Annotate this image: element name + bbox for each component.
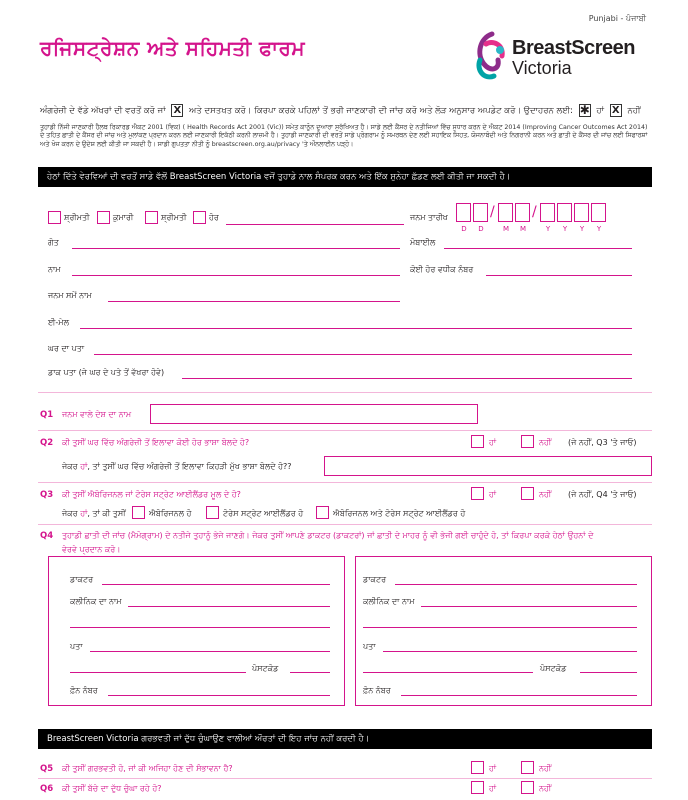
home-address-label: ਘਰ ਦਾ ਪਤਾ [48,344,85,353]
phone1-field[interactable] [108,695,330,696]
title-checkbox-mrs[interactable] [48,211,61,224]
title-label-miss: ਕੁਮਾਰੀ [113,213,134,222]
address2-field[interactable] [383,651,637,652]
page-title: ਰਜਿਸਟ੍ਰੇਸ਼ਨ ਅਤੇ ਸਹਿਮਤੀ ਫਾਰਮ [40,36,306,60]
example-filled-box: ✱ [579,103,590,117]
surname-label: ਗੋਤ [48,238,59,247]
postal-address-field[interactable] [182,378,632,379]
postcode1-field[interactable] [290,672,330,673]
q2-followup-text: , ਤਾਂ ਤੁਸੀਂ ਘਰ ਵਿੱਚ ਅੰਗਰੇਜ਼ੀ ਤੋਂ ਇਲਾਵਾ ਕਿਹੜੀ ਮੁੱਖ ਭਾਸ਼ਾ ਬੋਲਦੇ ਹੋ?? [87,462,292,471]
q6-yes-label: ਹਾਂ [489,784,497,793]
q3-tsi-checkbox[interactable] [206,506,219,519]
title-checkbox-other[interactable] [193,211,206,224]
dob-hint-m2: M [519,225,527,233]
section-divider [38,392,652,393]
q3-both-checkbox[interactable] [316,506,329,519]
doctor-panel-2 [355,556,652,706]
title-other-line[interactable] [226,224,404,225]
title-label-ms: ਸ਼੍ਰੀਮਤੀ [161,213,187,222]
q2-yes-label: ਹਾਂ [489,438,497,447]
instructions [40,104,641,117]
doctor2-field[interactable] [395,584,637,585]
dob-month-1[interactable] [498,203,513,222]
example-yes-label: ਹਾਂ [596,106,605,116]
dob-slash-1: / [490,204,495,220]
q3-aboriginal-label: ਐਬੋਰਿਜਨਲ ਹੋ [149,509,192,518]
logo-text-victoria: Victoria [512,58,572,78]
q6-number: Q6 [40,784,54,794]
q5-text: ਕੀ ਤੁਸੀਂ ਗਰਭਵਤੀ ਹੋ, ਜਾਂ ਕੀ ਅਜਿਹਾ ਹੋਣ ਦੀ ਸੰਭਾਵਨਾ ਹੈ? [62,764,233,773]
dob-year-2[interactable] [557,203,572,222]
mobile-field[interactable] [444,248,632,249]
instructions-part1: ਅੰਗਰੇਜ਼ੀ ਦੇ ਵੱਡੇ ਅੱਖਰਾਂ ਦੀ ਵਰਤੋਂ ਕਰੋ ਜਾਂ [40,106,166,116]
dob-year-1[interactable] [540,203,555,222]
dob-hint-m1: M [502,225,510,233]
dob-label: ਜਨਮ ਤਾਰੀਖ [410,213,448,222]
other-phone-label: ਕੋਈ ਹੋਰ ਵਧੀਕ ਨੰਬਰ [410,265,474,274]
q1-text: ਜਨਮ ਵਾਲੇ ਦੇਸ਼ ਦਾ ਨਾਮ [62,410,132,419]
address2-field-2[interactable] [363,672,533,673]
other-phone-field[interactable] [486,275,632,276]
q3-yes-checkbox[interactable] [471,487,484,500]
dob-slash-2: / [532,204,537,220]
q3-divider [38,524,652,525]
q3-followup [62,509,126,519]
postcode2-field[interactable] [580,672,637,673]
q2-yes-checkbox[interactable] [471,435,484,448]
breastscreen-logo-icon [470,30,512,82]
title-checkbox-ms[interactable] [145,211,158,224]
q3-both-label: ਐਬੋਰਿਜਨਲ ਅਤੇ ਟੋਰੇਸ ਸਟ੍ਰੇਟ ਆਈਲੈਂਡਰ ਹੋ [333,509,466,518]
q2-followup [62,462,291,472]
q4-line2: ਵੇਰਵੇ ਪ੍ਰਦਾਨ ਕਰੋ। [62,545,121,554]
birth-name-field[interactable] [108,301,400,302]
q5-yes-checkbox[interactable] [471,761,484,774]
q5-yes-label: ਹਾਂ [489,764,497,773]
q2-skip-note: (ਜੇ ਨਹੀਂ, Q3 'ਤੇ ਜਾਓ) [568,438,637,447]
address1-field-2[interactable] [70,672,246,673]
dob-year-4[interactable] [591,203,606,222]
q3-text: ਕੀ ਤੁਸੀਂ ਐਬੋਰਿਜਨਲ ਜਾਂ ਟੋਰੇਸ ਸਟ੍ਰੇਟ ਆਈਲੈਂਡਰ ਮੂਲ ਦੇ ਹੋ? [62,490,241,499]
q3-followup-yes: ਹਾਂ [80,509,88,518]
title-label-other: ਹੋਰ [209,213,219,222]
q3-number: Q3 [40,490,54,500]
q2-number: Q2 [40,438,54,448]
dob-hint-y2: Y [562,225,568,233]
email-label: ਈ-ਮੇਲ [48,318,69,327]
q6-yes-checkbox[interactable] [471,781,484,794]
clinic1-field-2[interactable] [70,627,330,628]
title-label-mrs: ਸ਼੍ਰੀਮਤੀ [64,213,90,222]
address2-label: ਪਤਾ [363,642,376,651]
clinic1-field[interactable] [128,606,330,607]
surname-field[interactable] [72,248,400,249]
q2-text: ਕੀ ਤੁਸੀਂ ਘਰ ਵਿੱਚ ਅੰਗਰੇਜ਼ੀ ਤੋਂ ਇਲਾਵਾ ਕੋਈ ਹੋਰ ਭਾਸ਼ਾ ਬੋਲਦੇ ਹੋ? [62,438,250,447]
dob-month-2[interactable] [515,203,530,222]
q1-country-input[interactable] [150,404,478,424]
q5-no-label: ਨਹੀਂ [539,764,552,773]
dob-year-3[interactable] [574,203,589,222]
clinic2-label: ਕਲੀਨਿਕ ਦਾ ਨਾਮ [363,597,415,606]
dob-day-1[interactable] [456,203,471,222]
pregnancy-banner: BreastScreen Victoria ਗਰਭਵਤੀ ਜਾਂ ਦੁੱਧ ਚੁੰਘਾਉਣ ਵਾਲੀਆਂ ਔਰਤਾਂ ਦੀ ਇਹ ਜਾਂਚ ਨਹੀਂ ਕਰਦੀ ਹੈ। [38,729,652,749]
q2-language-input[interactable] [324,456,652,476]
phone2-label: ਫ਼ੋਨ ਨੰਬਰ [363,686,391,695]
dob-hint-y1: Y [545,225,551,233]
doctor1-label: ਡਾਕਟਰ [70,575,94,584]
example-no-label: ਨਹੀਂ [627,106,641,116]
name-label: ਨਾਮ [48,265,61,274]
doctor1-field[interactable] [102,584,330,585]
clinic1-label: ਕਲੀਨਿਕ ਦਾ ਨਾਮ [70,597,122,606]
dob-day-2[interactable] [473,203,488,222]
dob-hint-d1: D [461,225,467,233]
instructions-part2: ਅਤੇ ਦਸਤਖਤ ਕਰੋ। ਕਿਰਪਾ ਕਰਕੇ ਪਹਿਲਾਂ ਤੋਂ ਭਰੀ ਜਾਣਕਾਰੀ ਦੀ ਜਾਂਚ ਕਰੋ ਅਤੇ ਲੋੜ ਅਨੁਸਾਰ ਅਪਡੇਟ ਕਰੋ। ਉਦਾਹਰਨ ਲਈ: [189,106,574,116]
name-field[interactable] [72,275,400,276]
q5-no-checkbox[interactable] [521,761,534,774]
q6-text: ਕੀ ਤੁਸੀਂ ਬੱਚੇ ਦਾ ਦੁੱਧ ਚੁੰਘਾ ਰਹੇ ਹੋ? [62,784,162,793]
q3-yes-label: ਹਾਂ [489,490,497,499]
dob-hint-d2: D [478,225,484,233]
q3-no-checkbox[interactable] [521,487,534,500]
example-no-box: X [610,104,622,117]
q5-divider [38,778,652,779]
q6-no-checkbox[interactable] [521,781,534,794]
q1-divider [38,430,652,431]
language-label: Punjabi - ਪੰਜਾਬੀ [588,14,646,23]
email-field[interactable] [80,328,632,329]
postcode1-label: ਪੋਸਟਕੋਡ [252,664,279,673]
dob-hint-y3: Y [579,225,585,233]
q3-skip-note: (ਜੇ ਨਹੀਂ, Q4 'ਤੇ ਜਾਓ) [568,490,637,499]
q3-followup-text: , ਤਾਂ ਕੀ ਤੁਸੀਂ [87,509,126,518]
q2-no-checkbox[interactable] [521,435,534,448]
postcode2-label: ਪੋਸਟਕੋਡ [540,664,567,673]
logo-text-breastscreen: BreastScreen [512,37,635,59]
q3-aboriginal-checkbox[interactable] [132,506,145,519]
q6-no-label: ਨਹੀਂ [539,784,552,793]
clinic2-field-2[interactable] [363,627,637,628]
title-checkbox-miss[interactable] [97,211,110,224]
address1-field[interactable] [90,651,330,652]
doctor2-label: ਡਾਕਟਰ [363,575,387,584]
birth-name-label: ਜਨਮ ਸਮੇਂ ਨਾਮ [48,291,92,300]
home-address-field[interactable] [94,354,632,355]
q1-number: Q1 [40,410,54,420]
q2-followup-prefix: ਜੇਕਰ [62,462,78,471]
postal-address-label: ਡਾਕ ਪਤਾ (ਜੇ ਘਰ ਦੇ ਪਤੇ ਤੋਂ ਵੱਖਰਾ ਹੋਵੇ) [48,368,165,377]
contact-banner: ਹੇਠਾਂ ਦਿੱਤੇ ਵੇਰਵਿਆਂ ਦੀ ਵਰਤੋਂ ਸਾਡੇ ਵੱਲੋਂ BreastScreen Victoria ਵਜੋਂ ਤੁਹਾਡੇ ਨਾਲ ਸੰਪਰਕ ਕਰਨ ਅਤੇ ਇੱਕ ਸੁਨੇਹਾ ਛੱਡਣ ਲਈ ਕੀਤੀ ਜਾ ਸਕਦੀ ਹੈ। [38,167,652,187]
q2-divider [38,482,652,483]
q3-no-label: ਨਹੀਂ [539,490,552,499]
phone1-label: ਫ਼ੋਨ ਨੰਬਰ [70,686,98,695]
q4-number: Q4 [40,531,54,541]
phone2-field[interactable] [401,695,637,696]
q4-line1: ਤੁਹਾਡੀ ਛਾਤੀ ਦੀ ਜਾਂਚ (ਮੈਮੋਗ੍ਰਾਮ) ਦੇ ਨਤੀਜੇ ਤੁਹਾਨੂੰ ਭੇਜੇ ਜਾਣਗੇ। ਜੇਕਰ ਤੁਸੀਂ ਆਪਣੇ ਡਾਕਟਰ (ਡਾਕਟਰਾਂ) ਜਾਂ ਛਾਤੀ ਦੇ ਮਾਹਰ ਨੂੰ ਵੀ ਭੇਜੀ ਗਈ ਚਾਹੁੰਦੇ ਹੋ, ਤਾਂ ਕਿਰਪਾ ਕਰਕੇ ਹੇਠਾਂ ਉਹਨਾਂ ਦੇ [62,531,594,540]
dob-hint-y4: Y [596,225,602,233]
address1-label: ਪਤਾ [70,642,83,651]
q3-followup-prefix: ਜੇਕਰ [62,509,78,518]
q2-followup-yes: ਹਾਂ [80,462,88,471]
example-x-box: X [171,104,183,117]
mobile-label: ਮੋਬਾਈਲ [410,238,436,247]
q3-tsi-label: ਟੋਰੇਸ ਸਟ੍ਰੇਟ ਆਈਲੈਂਡਰ ਹੋ [223,509,304,518]
clinic2-field[interactable] [421,606,637,607]
q5-number: Q5 [40,764,54,774]
q2-no-label: ਨਹੀਂ [539,438,552,447]
privacy-notice: ਤੁਹਾਡੀ ਨਿੱਜੀ ਜਾਣਕਾਰੀ ਹੈਲਥ ਰਿਕਾਰਡ ਐਕਟ 2001 (ਵਿਕ) ( Health Records Act 2001 (Vic)) ਸਮੇਤ ਕਾਨੂੰਨ ਦੁਆਰਾ ਸੁਰੱਖਿਅਤ ਹੈ। ਸਾਡੇ ਲਈ ਕੈਂਸਰ ਦੇ ਨਤੀਜਿਆਂ ਵਿੱਚ ਸੁਧਾਰ ਕਰਨ ਦੇ ਐਕਟ 2014 (Improving Cancer Outcomes Act 2014) ਦੇ ਤਹਿਤ ਛਾਤੀ ਦੇ ਕੈਂਸਰ ਦੀ ਜਾਂਚ ਅਤੇ ਮੁਲਾਂਕਣ ਪ੍ਰਦਾਨ ਕਰਨ ਲਈ ਜਾਣਕਾਰੀ ਇਕੱਠੀ ਕਰਨੀ ਲਾਜ਼ਮੀ ਹੈ। ਤੁਹਾਡੀ ਜਾਣਕਾਰੀ ਦੀ ਵਰਤੋਂ ਸਾਡੇ ਪ੍ਰੋਗਰਾਮ ਨੂੰ ਸਮਰਥਨ ਦੇਣ ਲਈ ਸਹਾਇਕ ਸਿਹਤ, ਯੋਜਨਾਬੰਦੀ ਅਤੇ ਨਿਗਰਾਨੀ ਕਰਨ ਅਤੇ ਛਾਤੀ ਦੇ ਕੈਂਸਰ ਦੀ ਜਾਂਚ ਲਈ ਸਿਫਾਰਸ਼ਾਂ ਅਤੇ ਖੋਜ ਕਰਨ ਦੇ ਉਦੇਸ਼ ਲਈ ਕੀਤੀ ਜਾ ਸਕਦੀ ਹੈ। ਸਾਡੀ ਗੁਪਤਤਾ ਨੀਤੀ ਨੂੰ breastscreen.org.au/privacy 'ਤੇ ਔਨਲਾਈਨ ਪੜ੍ਹੋ। [40,124,648,148]
